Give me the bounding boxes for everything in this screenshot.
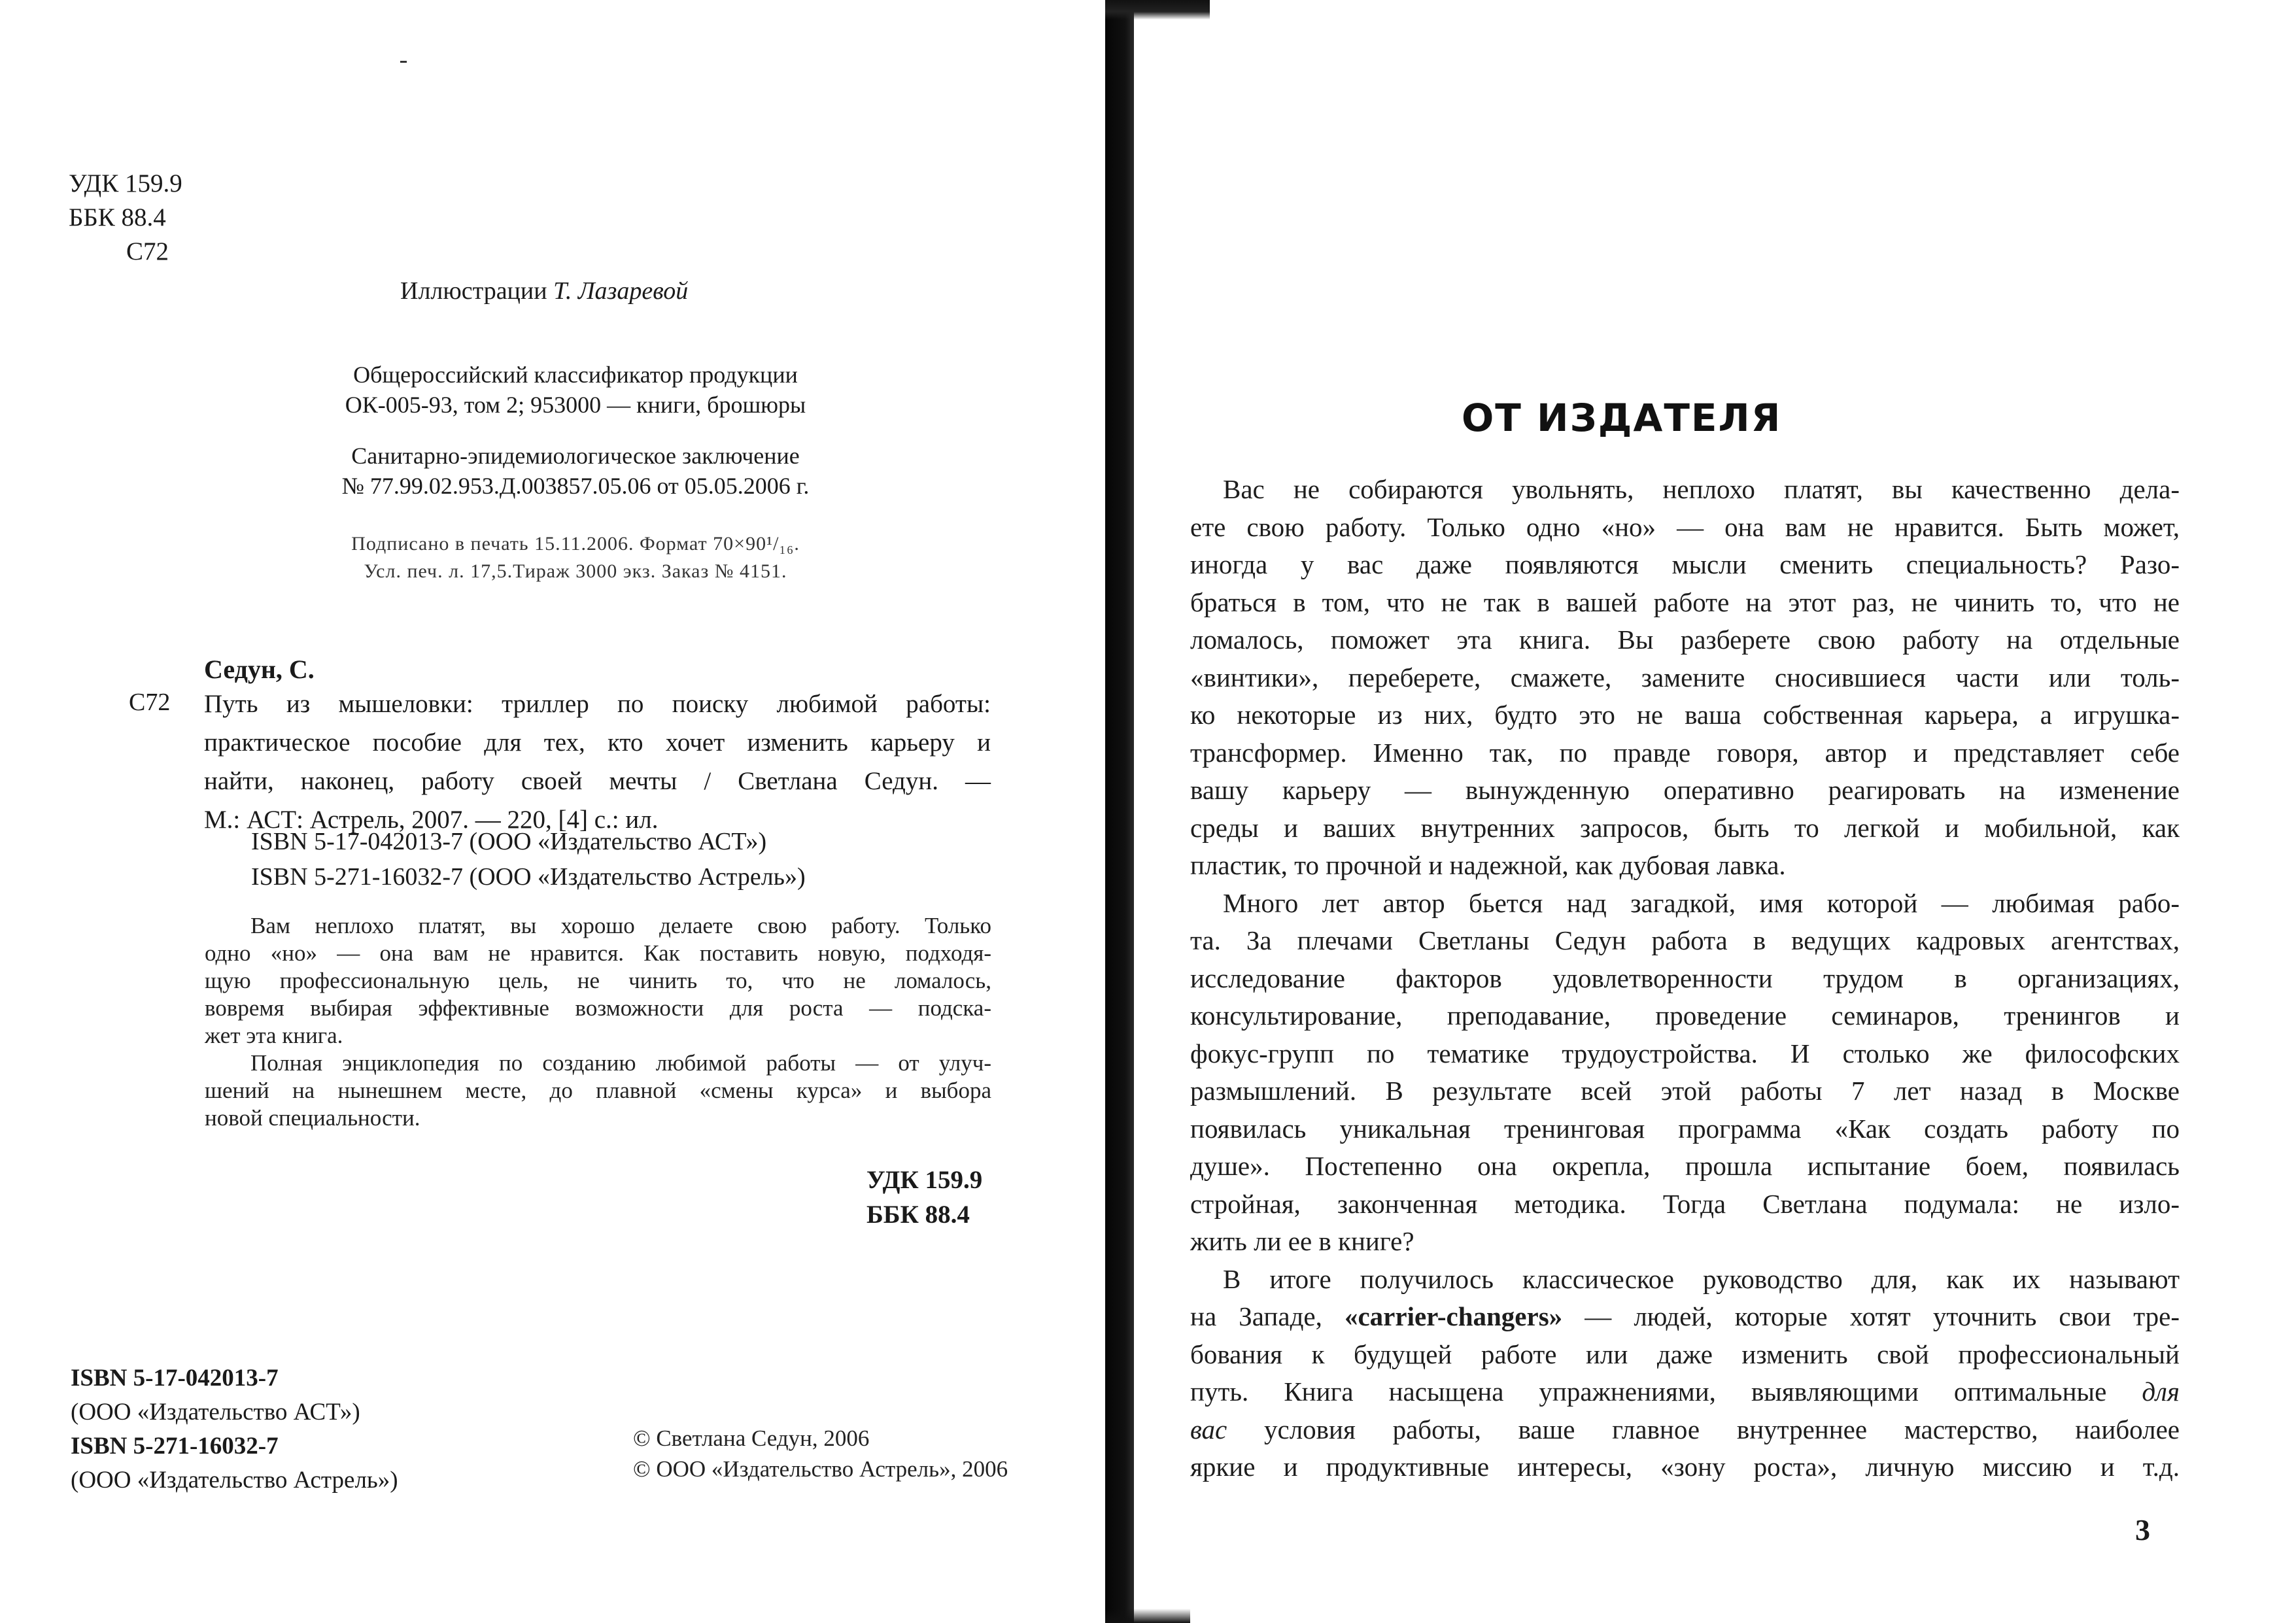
annotation-line: одно «но» — она вам не нравится. Как поставить новую, подходя- bbox=[205, 940, 991, 966]
text-run: путь. Книга насыщена упражнениями, выявляющими оптимальные bbox=[1190, 1376, 2142, 1407]
text-line: ко некоторые из них, будто это не ваша собственная карьера, а игрушка- bbox=[1190, 700, 2180, 730]
isbn-bottom-block bbox=[71, 1361, 398, 1497]
page-number: 3 bbox=[2135, 1513, 2150, 1546]
illustrations-prefix: Иллюстрации bbox=[400, 277, 547, 305]
copyright-publisher: © ООО «Издательство Астрель», 2006 bbox=[633, 1456, 1008, 1482]
text-line: среды и ваших внутренних запросов, быть то легкой и мобильной, как bbox=[1190, 812, 2180, 843]
annotation-line: шений на нынешнем месте, до плавной «смены курса» и выбора bbox=[205, 1078, 991, 1103]
author-mark: С72 bbox=[126, 237, 169, 265]
text-line: вашу карьеру — вынужденную оперативно реагировать на изменение bbox=[1190, 775, 2180, 805]
sanitary-block bbox=[248, 441, 902, 501]
text-line bbox=[1190, 1373, 2180, 1411]
emphasis: для bbox=[2142, 1376, 2180, 1407]
text-line: Много лет автор бьется над загадкой, имя которой — любимая рабо- bbox=[1223, 887, 2180, 918]
text-line: стройная, законченная методика. Тогда Светлана подумала: не изло- bbox=[1190, 1188, 2180, 1219]
term-carrier-changers: «carrier-changers» bbox=[1344, 1301, 1563, 1331]
annotation-line: Вам неплохо платят, вы хорошо делаете свою работу. Только bbox=[250, 913, 991, 938]
copyright-block bbox=[633, 1423, 1008, 1484]
text-run: на Западе, bbox=[1190, 1301, 1345, 1331]
publisher-foreword bbox=[1190, 471, 2180, 1486]
text-line: та. За плечами Светланы Седун работа в ведущих кадровых агентствах, bbox=[1190, 925, 2180, 955]
book-spine-shadow bbox=[1105, 0, 1134, 1623]
text-line: фокус-групп по тематике трудоустройства. И столько же философских bbox=[1190, 1038, 2180, 1068]
okp-line-2: ОК-005-93, том 2; 953000 — книги, брошюры bbox=[345, 392, 806, 418]
udk-code-bottom: УДК 159.9 bbox=[866, 1166, 983, 1194]
udk-code: УДК 159.9 bbox=[69, 169, 182, 197]
text-line: В итоге получилось классическое руководство для, как их называют bbox=[1223, 1263, 2180, 1294]
print-info-line-2: Усл. печ. л. 17,5.Тираж 3000 экз. Заказ № 4151. bbox=[364, 560, 787, 582]
text-line bbox=[1190, 1411, 2180, 1449]
bib-line-4: М.: АСТ: Астрель, 2007. — 220, [4] с.: ил. bbox=[204, 806, 659, 834]
text-line: пластик, то прочной и надежной, как дубовая лавка. bbox=[1190, 850, 1786, 880]
okp-block bbox=[248, 360, 902, 420]
text-line bbox=[1190, 1298, 2180, 1336]
bbk-code-bottom: ББК 88.4 bbox=[866, 1201, 970, 1229]
bib-line-3: найти, наконец, работу своей мечты / Светлана Седун. — bbox=[204, 767, 991, 795]
illustrator-name: Т. Лазаревой bbox=[553, 277, 689, 305]
author-name: Седун, С. bbox=[204, 655, 315, 684]
page-title: ОТ ИЗДАТЕЛЯ bbox=[1462, 396, 1782, 440]
text-line: Вас не собираются увольнять, неплохо платят, вы качественно дела- bbox=[1223, 474, 2180, 504]
scan-speck bbox=[400, 61, 407, 63]
bib-line-2: практическое пособие для тех, кто хочет изменить карьеру и bbox=[204, 728, 991, 757]
text-line: ломалось, поможет эта книга. Вы разберете свою работу на отдельные bbox=[1190, 624, 2180, 655]
left-page bbox=[0, 0, 1105, 1623]
annotation-line: вовремя выбирая эффективные возможности для роста — подска- bbox=[205, 995, 991, 1021]
sanitary-line-1: Санитарно-эпидемиологическое заключение bbox=[351, 443, 800, 469]
illustrations-credit bbox=[400, 277, 688, 305]
annotation-line: жет эта книга. bbox=[205, 1023, 343, 1048]
sanitary-line-2: № 77.99.02.953.Д.003857.05.06 от 05.05.2006 г. bbox=[341, 473, 810, 499]
isbn-ast-bottom: ISBN 5-17-042013-7 bbox=[71, 1365, 279, 1392]
text-line: иногда у вас даже появляются мысли сменить специальность? Разо- bbox=[1190, 549, 2180, 579]
annotation bbox=[205, 912, 991, 1132]
emphasis: вас bbox=[1190, 1414, 1227, 1444]
text-run: условия работы, ваше главное внутреннее мастерство, наиболее bbox=[1227, 1414, 2180, 1444]
bib-line-1: Путь из мышеловки: триллер по поиску любимой работы: bbox=[204, 690, 991, 718]
text-line: появилась уникальная тренинговая программа «Как создать работу по bbox=[1190, 1113, 2180, 1144]
print-info-block bbox=[248, 530, 902, 585]
text-line: исследование факторов удовлетворенности трудом в организациях, bbox=[1190, 963, 2180, 993]
spine-top-shadow bbox=[1105, 0, 1210, 20]
text-line: консультирование, преподавание, проведение семинаров, тренингов и bbox=[1190, 1000, 2180, 1031]
text-line: душе». Постепенно она окрепла, прошла испытание боем, появилась bbox=[1190, 1151, 2180, 1181]
isbn-astrel: ISBN 5-271-16032-7 (ООО «Издательство Астрель») bbox=[251, 863, 806, 891]
isbn-block bbox=[251, 824, 806, 895]
text-line: жить ли ее в книге? bbox=[1190, 1226, 1414, 1256]
text-line: яркие и продуктивные интересы, «зону роста», личную миссию и т.д. bbox=[1190, 1452, 2180, 1482]
text-line: размышлений. В результате всей этой работы 7 лет назад в Москве bbox=[1190, 1076, 2180, 1106]
annotation-line: щую профессиональную цель, не чинить то, что не ломалось, bbox=[205, 968, 991, 993]
right-page bbox=[1105, 0, 2296, 1623]
text-line: «винтики», переберете, смажете, замените сносившиеся части или толь- bbox=[1190, 662, 2180, 692]
text-line: ете свою работу. Только одно «но» — она вам не нравится. Быть может, bbox=[1190, 511, 2180, 542]
okp-line-1: Общероссийский классификатор продукции bbox=[353, 362, 798, 388]
text-run: — людей, которые хотят уточнить свои тре- bbox=[1562, 1301, 2180, 1331]
annotation-line: Полная энциклопедия по созданию любимой работы — от улуч- bbox=[250, 1050, 991, 1076]
annotation-line: новой специальности. bbox=[205, 1105, 420, 1131]
spine-bottom-shadow bbox=[1105, 1609, 1190, 1623]
udk-bottom-block bbox=[866, 1163, 982, 1232]
isbn-ast: ISBN 5-17-042013-7 (ООО «Издательство АСТ») bbox=[251, 828, 767, 855]
text-line: браться в том, что не так в вашей работе на этот раз, не чинить то, что не bbox=[1190, 587, 2180, 617]
catalog-code: С72 bbox=[129, 689, 171, 716]
publisher-astrel: (ООО «Издательство Астрель») bbox=[71, 1467, 398, 1494]
bibliographic-entry bbox=[204, 685, 991, 839]
udk-top-block bbox=[69, 167, 182, 269]
text-line: трансформер. Именно так, по правде говоря, автор и представляет себе bbox=[1190, 737, 2180, 768]
publisher-ast: (ООО «Издательство АСТ») bbox=[71, 1399, 360, 1426]
bbk-code: ББК 88.4 bbox=[69, 203, 166, 231]
copyright-author: © Светлана Седун, 2006 bbox=[633, 1426, 870, 1451]
text-line: бования к будущей работе или даже изменить свой профессиональный bbox=[1190, 1339, 2180, 1369]
print-info-line-1: Подписано в печать 15.11.2006. Формат 70×90¹/₁₆. bbox=[351, 533, 800, 555]
isbn-astrel-bottom: ISBN 5-271-16032-7 bbox=[71, 1433, 279, 1460]
